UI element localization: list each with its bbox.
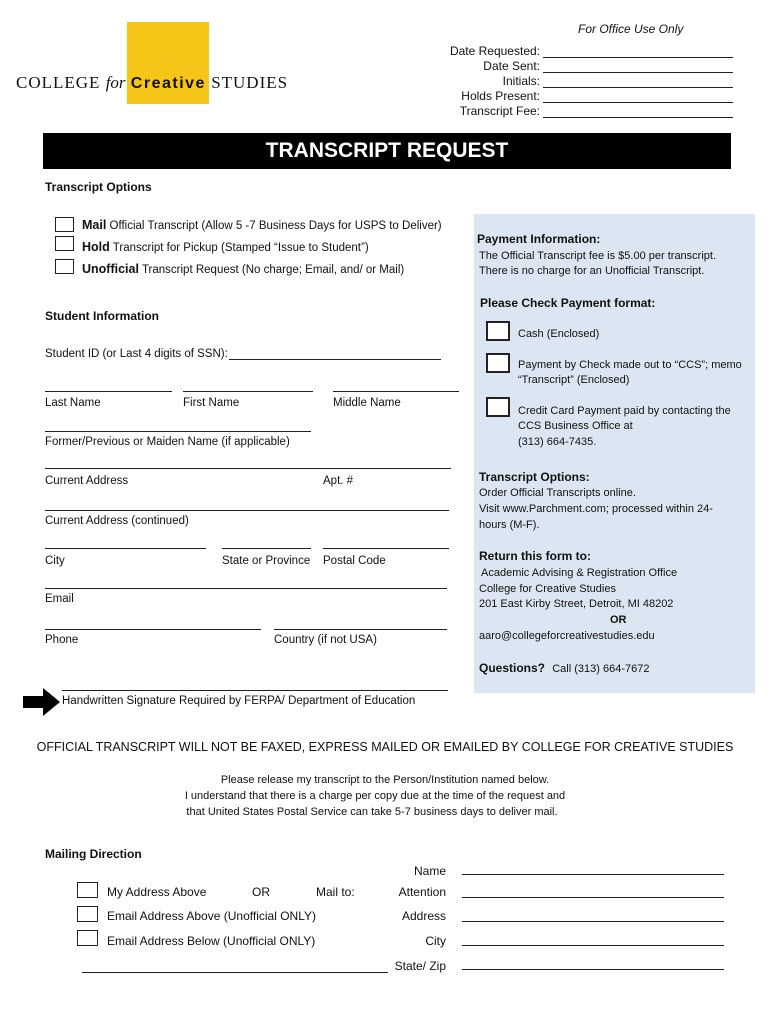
office-field-line[interactable] (543, 72, 733, 73)
city-label: City (45, 555, 65, 567)
office-field-label: Date Sent: (483, 59, 540, 73)
email-field[interactable] (45, 588, 447, 589)
notice: OFFICIAL TRANSCRIPT WILL NOT BE FAXED, EXPRESS MAILED OR EMAILED BY COLLEGE FOR CREATIVE STUDIES (36, 740, 734, 754)
office-field-label: Date Requested: (449, 44, 540, 58)
unofficial-option-text: Transcript Request (No charge; Email, and/ or Mail) (141, 264, 405, 276)
logo-text (16, 73, 288, 93)
current-address-field[interactable] (45, 468, 451, 469)
email-label: Email (45, 593, 74, 605)
credit-card-checkbox[interactable] (486, 397, 510, 417)
unofficial-checkbox[interactable] (55, 259, 74, 274)
mail-to-label: Mail to: (316, 885, 355, 899)
last-name-label: Last Name (45, 397, 101, 409)
arrow-right-icon (23, 687, 61, 717)
office-field-line[interactable] (543, 57, 733, 58)
questions-label: Questions? (479, 661, 546, 675)
return-line: 201 East Kirby Street, Detroit, MI 48202 (479, 598, 674, 610)
country-field[interactable] (274, 629, 447, 630)
title-bar (43, 133, 731, 169)
office-field-line[interactable] (543, 102, 733, 103)
signature-label: Handwritten Signature Required by FERPA/ Department of Education (62, 695, 416, 707)
mail-option-text: Official Transcript (Allow 5 -7 Business Days for USPS to Deliver) (109, 220, 442, 232)
mail-option (82, 218, 442, 232)
check-label-line2: “Transcript” (Enclosed) (518, 374, 630, 386)
logo-college: COLLEGE (16, 73, 101, 92)
middle-name-field[interactable] (333, 391, 459, 392)
address-cont-label: Current Address (continued) (45, 515, 189, 527)
office-field-label: Holds Present: (461, 89, 540, 103)
state-field[interactable] (222, 548, 311, 549)
page-title: TRANSCRIPT REQUEST (265, 139, 509, 162)
info-panel (474, 214, 755, 693)
state-label: State or Province (222, 555, 311, 567)
office-heading: For Office Use Only (578, 22, 684, 36)
unofficial-option (82, 262, 404, 276)
phone-field[interactable] (45, 629, 261, 630)
online-options-line: hours (M-F). (479, 519, 540, 531)
logo-for: for (105, 73, 126, 92)
office-field-label: Transcript Fee: (459, 104, 540, 118)
last-name-field[interactable] (45, 391, 172, 392)
postal-code-label: Postal Code (323, 555, 386, 567)
apt-label: Apt. # (323, 475, 354, 487)
email-below-checkbox[interactable] (77, 930, 98, 946)
check-checkbox[interactable] (486, 353, 510, 373)
first-name-label: First Name (183, 397, 240, 409)
return-email: aaro@collegeforcreativestudies.edu (479, 630, 655, 642)
return-or: OR (610, 614, 627, 626)
online-options-line: Visit www.Parchment.com; processed within 24- (479, 503, 713, 515)
city-field[interactable] (45, 548, 206, 549)
my-address-label: My Address Above (107, 885, 207, 899)
email-below-field[interactable] (82, 972, 388, 973)
hold-option-text: Transcript for Pickup (Stamped “Issue to Student”) (112, 242, 369, 254)
check-payment-heading: Please Check Payment format: (480, 296, 656, 310)
payment-heading: Payment Information: (477, 232, 601, 246)
release-line: I understand that there is a charge per copy due at the time of the request and (184, 790, 566, 802)
my-address-checkbox[interactable] (77, 882, 98, 898)
unofficial-option-bold: Unofficial (82, 262, 139, 276)
mail-state-zip-label: State/ Zip (394, 959, 446, 973)
student-info-heading: Student Information (45, 309, 159, 323)
mail-city-field[interactable] (462, 945, 724, 946)
mailing-heading: Mailing Direction (45, 847, 142, 861)
cc-label-line1: Credit Card Payment paid by contacting the (518, 405, 731, 417)
cc-label-line3: (313) 664-7435. (518, 436, 597, 448)
mail-city-label: City (425, 934, 446, 948)
mail-address-label: Address (401, 909, 446, 923)
first-name-field[interactable] (183, 391, 313, 392)
mail-address-field[interactable] (462, 921, 724, 922)
return-heading: Return this form to: (479, 549, 591, 563)
return-line: College for Creative Studies (479, 583, 616, 595)
email-above-label: Email Address Above (Unofficial ONLY) (107, 909, 316, 923)
former-name-field[interactable] (45, 431, 311, 432)
hold-option (82, 240, 369, 254)
country-label: Country (if not USA) (274, 634, 377, 646)
mail-name-field[interactable] (462, 874, 724, 875)
online-options-heading: Transcript Options: (479, 470, 590, 484)
student-id-field[interactable] (229, 359, 441, 360)
cc-label-line2: CCS Business Office at (518, 420, 633, 432)
cash-label: Cash (Enclosed) (518, 328, 600, 340)
transcript-options-heading: Transcript Options (45, 180, 152, 194)
mail-attention-field[interactable] (462, 897, 724, 898)
former-name-label: Former/Previous or Maiden Name (if applicable) (45, 436, 290, 448)
mailing-or: OR (252, 885, 270, 899)
return-line: Academic Advising & Registration Office (481, 567, 678, 579)
mail-option-bold: Mail (82, 218, 107, 232)
release-line: that United States Postal Service can take 5-7 business days to deliver mail. (186, 806, 558, 818)
release-line: Please release my transcript to the Person/Institution named below. (220, 774, 550, 786)
email-below-label: Email Address Below (Unofficial ONLY) (107, 934, 316, 948)
student-id-label: Student ID (or Last 4 digits of SSN): (45, 348, 228, 360)
postal-code-field[interactable] (323, 548, 449, 549)
questions (479, 661, 649, 675)
check-label-line1: Payment by Check made out to “CCS”; memo (518, 359, 742, 371)
logo-studies: STUDIES (211, 73, 289, 92)
office-field-line[interactable] (543, 87, 733, 88)
questions-text: Call (313) 664-7672 (552, 663, 650, 675)
mail-attention-label: Attention (398, 885, 446, 899)
phone-label: Phone (45, 634, 79, 646)
hold-checkbox[interactable] (55, 236, 74, 251)
middle-name-label: Middle Name (333, 397, 401, 409)
hold-option-bold: Hold (82, 240, 110, 254)
current-address-label: Current Address (45, 475, 129, 487)
mail-state-zip-field[interactable] (462, 969, 724, 970)
email-above-checkbox[interactable] (77, 906, 98, 922)
logo-creative: Creative (130, 75, 206, 92)
signature-field[interactable] (62, 690, 448, 691)
office-field-line[interactable] (543, 117, 733, 118)
payment-line: There is no charge for an Unofficial Transcript. (479, 265, 705, 277)
office-field-label: Initials: (502, 74, 540, 88)
mail-name-label: Name (413, 864, 446, 878)
cash-checkbox[interactable] (486, 321, 510, 341)
payment-line: The Official Transcript fee is $5.00 per transcript. (479, 250, 717, 262)
online-options-line: Order Official Transcripts online. (479, 487, 636, 499)
mail-checkbox[interactable] (55, 217, 74, 232)
address-cont-field[interactable] (45, 510, 449, 511)
